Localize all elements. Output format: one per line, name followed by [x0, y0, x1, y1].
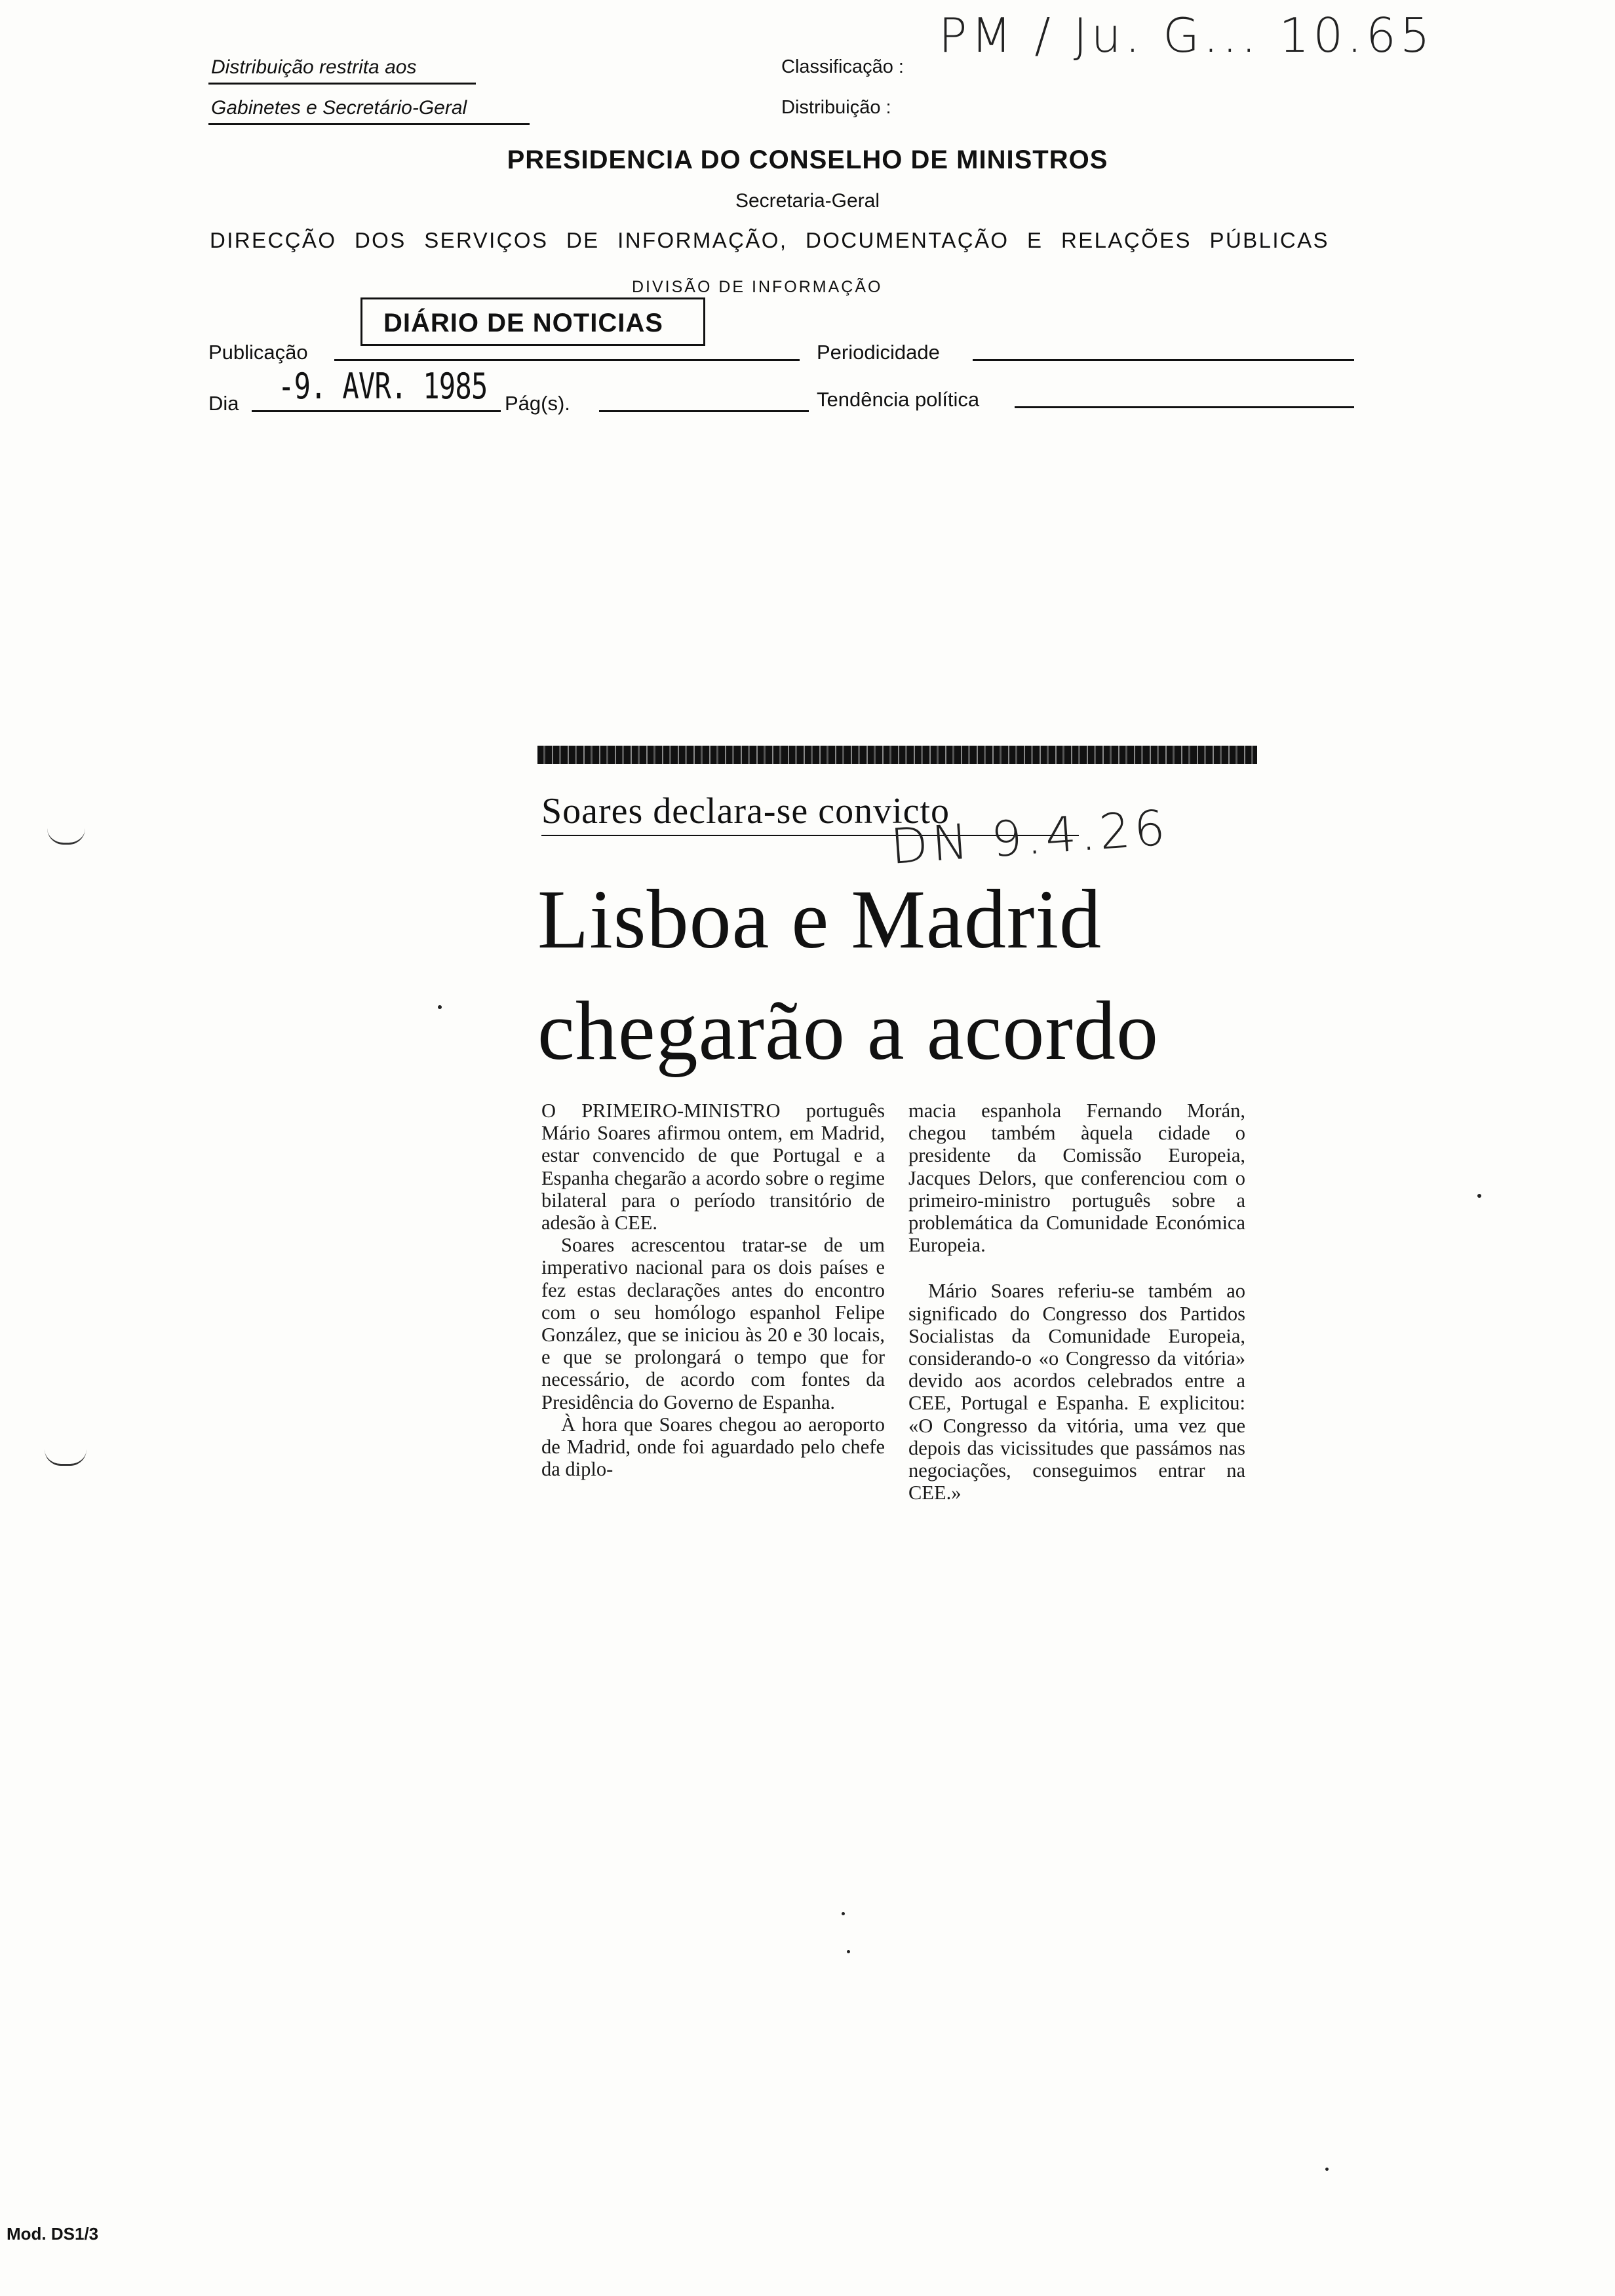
- pages-field-line: [599, 410, 809, 412]
- distribution-label: Distribuição :: [781, 97, 891, 118]
- day-field-line: [252, 410, 501, 412]
- article-column-1: [541, 1100, 885, 1480]
- date-stamp: -9. AVR. 1985: [278, 366, 488, 407]
- day-label: Dia: [208, 392, 239, 415]
- article-paragraph: Mário Soares referiu-se também ao significado do Congresso dos Partidos Socialistas da Comunidade Europeia, considerando-o «o Congresso da vitória» devido aos acordos celebrados entre a CEE, Portugal e Espanha. E explicitou: «O Congresso da vitória, uma vez que depois das vicissitudes que passámos nas negociações, conseguimos entrar na CEE.»: [908, 1280, 1245, 1504]
- political-tendency-label: Tendência política: [817, 388, 980, 411]
- article-paragraph: Soares acrescentou tratar-se de um imperativo nacional para os dois países e fez estas declarações antes do encontro com o seu homólogo espanhol Felipe González, que se iniciou às 20 e 30 locais, e que se prolongará o tempo que for necessário, de acordo com fontes da Presidência do Governo de Espanha.: [541, 1234, 885, 1413]
- article-kicker: Soares declara-se convicto: [541, 791, 950, 832]
- article-column-2: [908, 1100, 1245, 1504]
- organization-subtitle: Secretaria-Geral: [735, 190, 880, 212]
- scan-speck: [1325, 2168, 1329, 2171]
- restricted-distribution-line1: Distribuição restrita aos: [211, 56, 417, 78]
- organization-title: PRESIDENCIA DO CONSELHO DE MINISTROS: [507, 145, 1108, 174]
- article-paragraph: O PRIMEIRO-MINISTRO português Mário Soares afirmou ontem, em Madrid, estar convencido de que Portugal e a Espanha chegarão a acordo sobre o regime bilateral para o período transitório de adesão à CEE.: [541, 1100, 885, 1234]
- scan-speck: [847, 1950, 850, 1953]
- restricted-distribution-line2: Gabinetes e Secretário-Geral: [211, 97, 467, 119]
- publication-stamp: DIÁRIO DE NOTICIAS: [383, 309, 663, 337]
- publication-stamp-box: [360, 297, 705, 346]
- scan-mark-left-2: [45, 1449, 87, 1466]
- form-code: Mod. DS1/3: [7, 2224, 99, 2244]
- pages-label: Pág(s).: [505, 392, 570, 415]
- article-headline-line1: Lisboa e Madrid: [537, 873, 1102, 966]
- political-tendency-field-line: [1015, 406, 1354, 408]
- scan-speck: [1477, 1194, 1481, 1198]
- restricted-underline-2: [208, 123, 530, 125]
- article-paragraph: macia espanhola Fernando Morán, chegou também àquela cidade o presidente da Comissão Europeia, Jacques Delors, que conferenciou com o primeiro-ministro português sobre a problemática da Comunidade Económica Europeia.: [908, 1100, 1245, 1257]
- periodicity-label: Periodicidade: [817, 341, 940, 364]
- handwritten-reference: PM / Ju. G... 10.65: [939, 8, 1434, 63]
- article-headline-line2: chegarão a acordo: [537, 984, 1159, 1077]
- classification-label: Classificação :: [781, 56, 904, 77]
- directorate-title: DIRECÇÃO DOS SERVIÇOS DE INFORMAÇÃO, DOCUMENTAÇÃO E RELAÇÕES PÚBLICAS: [210, 228, 1329, 252]
- restricted-underline-1: [208, 83, 476, 85]
- clipping-top-rule: [537, 746, 1257, 764]
- scan-mark-left-1: [47, 828, 85, 845]
- publication-field-line: [334, 359, 800, 361]
- handwritten-clipping-date: DN 9.4.26: [889, 799, 1171, 875]
- periodicity-field-line: [973, 359, 1354, 361]
- scan-speck: [842, 1912, 845, 1915]
- publication-label: Publicação: [208, 341, 308, 364]
- scan-speck: [438, 1005, 442, 1009]
- division-title: DIVISÃO DE INFORMAÇÃO: [632, 278, 883, 296]
- article-paragraph: À hora que Soares chegou ao aeroporto de Madrid, onde foi aguardado pelo chefe da diplo-: [541, 1413, 885, 1481]
